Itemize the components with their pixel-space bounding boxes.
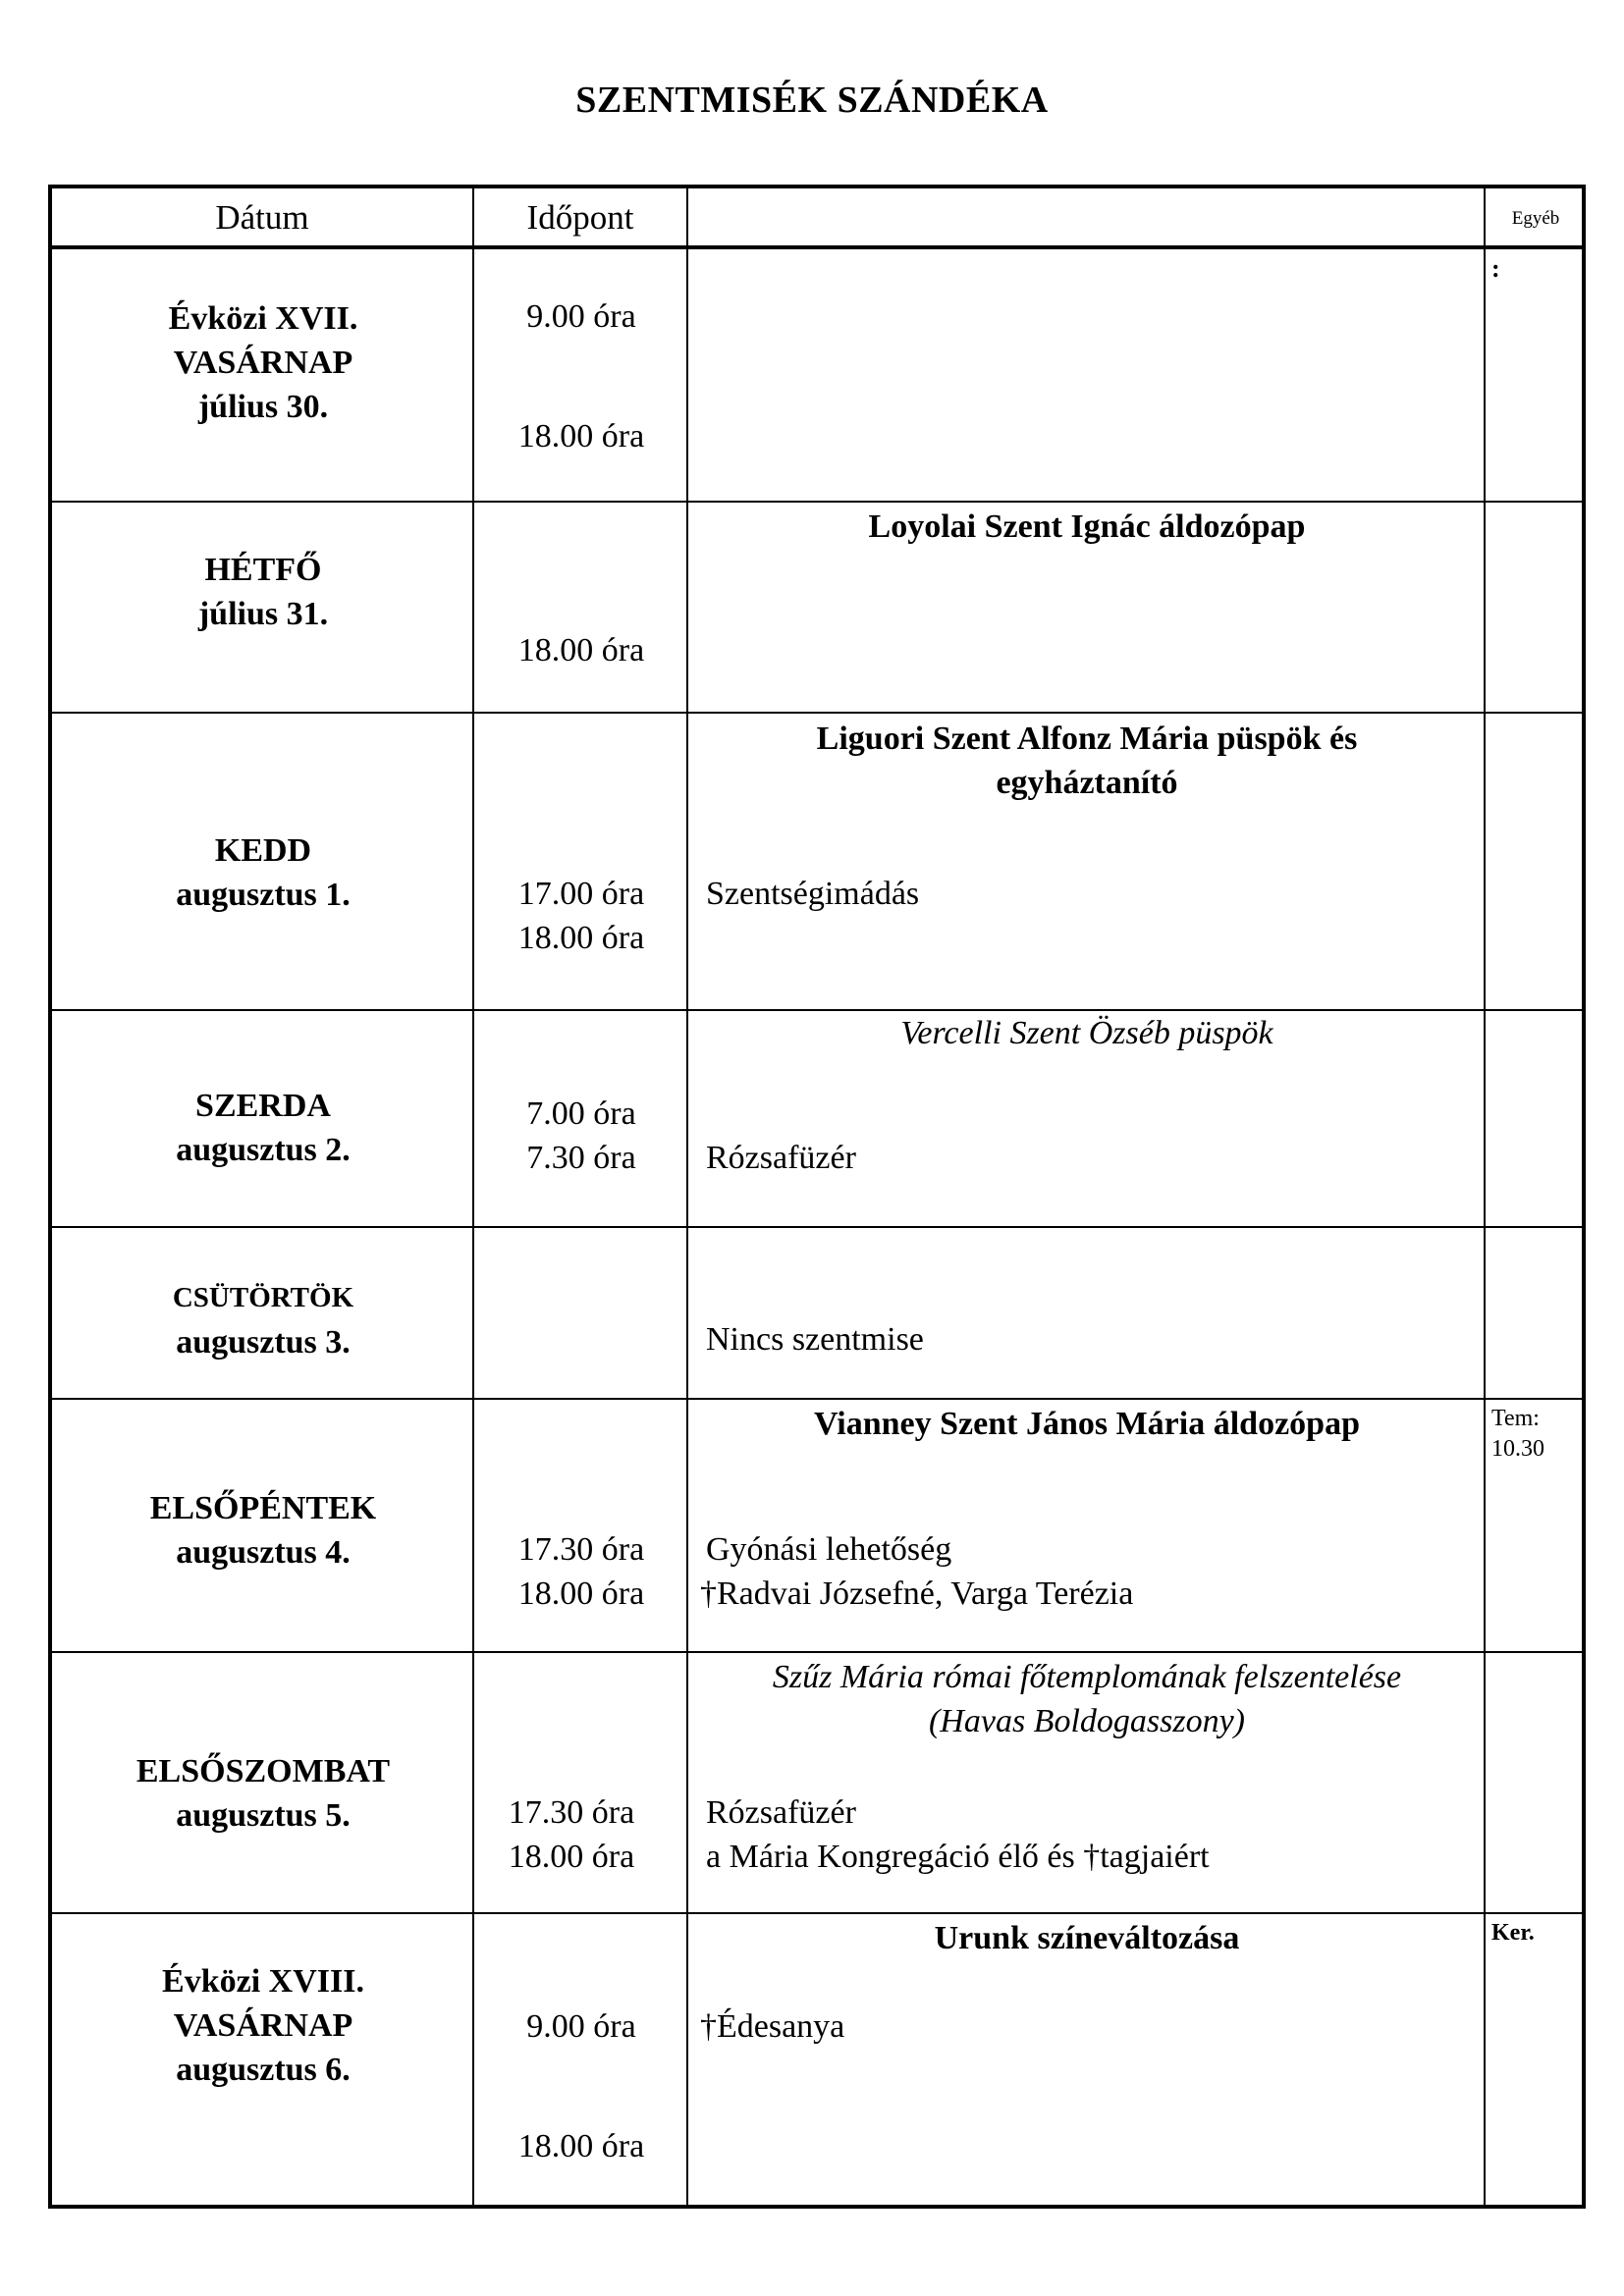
- mass-time: 17.00 óra: [517, 876, 645, 912]
- other-note-line: Tem:: [1491, 1406, 1540, 1431]
- mass-time: 18.00 óra: [517, 2128, 645, 2164]
- row-date: [52, 1486, 474, 1575]
- header-other: Egyéb: [1511, 208, 1560, 229]
- row-date: [52, 828, 474, 917]
- mass-time: 18.00 óra: [517, 418, 645, 454]
- row-date: [52, 1084, 474, 1172]
- feast-title: Urunk színeváltozása: [934, 1920, 1240, 1956]
- other-note: Ker.: [1491, 1920, 1535, 1946]
- mass-time: 9.00 óra: [526, 298, 636, 335]
- header-divider: [52, 245, 1582, 249]
- mass-time: 18.00 óra: [517, 920, 645, 956]
- date-label: augusztus 6.: [176, 2052, 351, 2088]
- column-divider: [472, 188, 474, 2205]
- day-name: VASÁRNAP: [173, 2007, 353, 2044]
- date-label: július 31.: [197, 596, 329, 632]
- day-name: KEDD: [214, 832, 312, 869]
- mass-intention: †Édesanya: [700, 2008, 845, 2045]
- date-label: augusztus 4.: [176, 1534, 351, 1571]
- feast-line: Szűz Mária római főtemplomának felszentelése: [772, 1659, 1402, 1695]
- day-name: VASÁRNAP: [173, 345, 353, 381]
- mass-intention: a Mária Kongregáció élő és †tagjaiért: [706, 1839, 1210, 1875]
- date-label: augusztus 1.: [176, 877, 351, 913]
- row-divider: [52, 1912, 1582, 1914]
- day-name: SZERDA: [195, 1088, 331, 1124]
- mass-intention: Gyónási lehetőség: [706, 1531, 952, 1568]
- date-label: augusztus 3.: [176, 1324, 351, 1361]
- date-label: augusztus 2.: [176, 1132, 351, 1168]
- header-time: Időpont: [526, 198, 634, 237]
- feast-title: Vercelli Szent Özséb püspök: [900, 1015, 1273, 1051]
- column-divider: [1484, 188, 1486, 2205]
- row-date: [52, 1749, 474, 1838]
- date-label: augusztus 5.: [176, 1797, 351, 1834]
- mass-time: 17.30 óra: [517, 1531, 645, 1568]
- mass-time: 18.00 óra: [508, 1839, 635, 1875]
- mass-intention: †Radvai Józsefné, Varga Terézia: [700, 1575, 1134, 1612]
- row-date: [52, 548, 474, 636]
- mass-intention: Rózsafüzér: [706, 1140, 856, 1176]
- column-divider: [686, 188, 688, 2205]
- row-divider: [52, 712, 1582, 714]
- mass-schedule-table: [48, 185, 1586, 2209]
- row-divider: [52, 1226, 1582, 1228]
- day-name: Évközi XVIII.: [162, 1963, 364, 2000]
- row-divider: [52, 501, 1582, 503]
- mass-time: 18.00 óra: [517, 1575, 645, 1612]
- day-name: ELSŐPÉNTEK: [149, 1490, 377, 1526]
- mass-intention: Szentségimádás: [706, 876, 920, 912]
- date-label: július 30.: [197, 389, 329, 425]
- row-date: [52, 1276, 474, 1364]
- other-note-line: 10.30: [1491, 1436, 1544, 1462]
- day-name: ELSŐSZOMBAT: [135, 1753, 391, 1789]
- mass-time: 7.00 óra: [526, 1095, 636, 1132]
- page-title: SZENTMISÉK SZÁNDÉKA: [575, 80, 1049, 121]
- day-name: HÉTFŐ: [204, 552, 322, 588]
- mass-time: 17.30 óra: [508, 1794, 635, 1831]
- feast-title: Vianney Szent János Mária áldozópap: [813, 1406, 1360, 1442]
- row-divider: [52, 1398, 1582, 1400]
- mass-time: 9.00 óra: [526, 2008, 636, 2045]
- other-note: :: [1491, 254, 1500, 283]
- day-name: CSÜTÖRTÖK: [172, 1282, 354, 1313]
- day-name: Évközi XVII.: [168, 300, 358, 337]
- feast-line: Liguori Szent Alfonz Mária püspök és: [816, 721, 1358, 757]
- row-date: [52, 296, 474, 429]
- mass-intention: Nincs szentmise: [706, 1321, 924, 1358]
- feast-title: [690, 1655, 1484, 1743]
- feast-title: Loyolai Szent Ignác áldozópap: [868, 508, 1306, 545]
- feast-line: (Havas Boldogasszony): [928, 1703, 1246, 1739]
- header-date: Dátum: [215, 198, 309, 237]
- row-divider: [52, 1651, 1582, 1653]
- mass-intention: Rózsafüzér: [706, 1794, 856, 1831]
- row-date: [52, 1959, 474, 2092]
- feast-title: [690, 717, 1484, 805]
- other-note: [1491, 1404, 1580, 1465]
- mass-time: 18.00 óra: [517, 632, 645, 668]
- mass-time: 7.30 óra: [526, 1140, 636, 1176]
- feast-line: egyháztanító: [996, 765, 1178, 801]
